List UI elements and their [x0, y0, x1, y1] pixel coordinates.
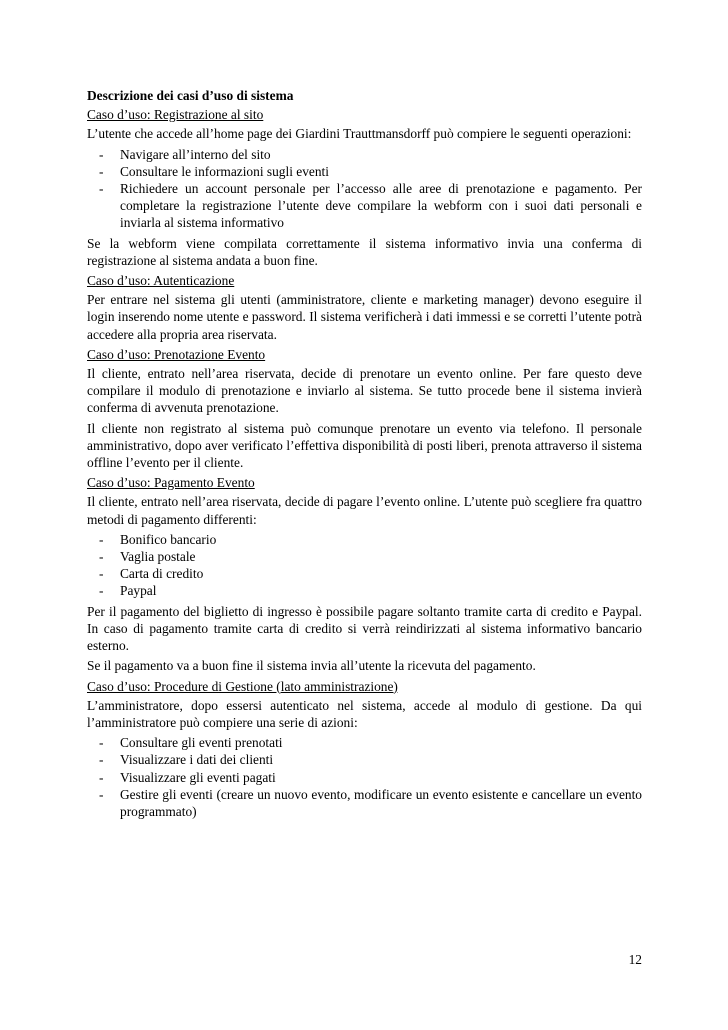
list-gestione [87, 734, 642, 820]
bullet-dash: - [99, 786, 104, 802]
heading-pagamento: Caso d’uso: Pagamento Evento [87, 475, 255, 491]
list-item [87, 146, 642, 163]
paragraph-pagamento-1: Per il pagamento del biglietto di ingresso è possibile pagare soltanto tramite carta di credito e Paypal. In caso di pagamento tramite carta di credito si verrà reindirizzati al sistema informativo bancario esterno. [87, 603, 642, 654]
list-item [87, 582, 642, 599]
page-title: Descrizione dei casi d’uso di sistema [87, 88, 294, 103]
list-item [87, 565, 642, 582]
list-item [87, 769, 642, 786]
list-item [87, 751, 642, 768]
bullet-dash: - [99, 769, 104, 785]
list-pagamento [87, 531, 642, 600]
paragraph-pagamento-2: Se il pagamento va a buon fine il sistema invia all’utente la ricevuta del pagamento. [87, 658, 536, 674]
page-body [87, 87, 642, 823]
paragraph-gestione-intro: L’amministratore, dopo essersi autenticato nel sistema, accede al modulo di gestione. Da qui l’amministratore può compiere una serie di azioni: [87, 697, 642, 730]
list-item-text: Richiedere un account personale per l’accesso alle aree di prenotazione e pagamento. Per completare la registrazione l’utente deve compilare la webform con i suoi dati personali e inviarla al sistema informativo [120, 181, 642, 231]
paragraph-prenotazione-2: Il cliente non registrato al sistema può comunque prenotare un evento via telefono. Il personale amministrativo, dopo aver verificato l’effettiva disponibilità di posti liberi, prenota attraverso il sistema offline l’evento per il cliente. [87, 420, 642, 471]
bullet-dash: - [99, 163, 104, 179]
list-item [87, 734, 642, 751]
list-item-text: Paypal [120, 583, 157, 599]
list-registrazione [87, 146, 642, 232]
paragraph-pagamento-intro: Il cliente, entrato nell’area riservata, decide di pagare l’evento online. L’utente può scegliere fra quattro metodi di pagamento differenti: [87, 494, 642, 527]
heading-prenotazione: Caso d’uso: Prenotazione Evento [87, 346, 266, 362]
bullet-dash: - [99, 566, 104, 582]
list-item-text: Carta di credito [120, 566, 204, 582]
list-item-text: Visualizzare gli eventi pagati [120, 769, 276, 785]
paragraph-registrazione-outro: Se la webform viene compilata correttamente il sistema informativo invia una conferma di registrazione al sistema andata a buon fine. [87, 235, 642, 268]
bullet-dash: - [99, 752, 104, 768]
bullet-dash: - [99, 583, 104, 599]
bullet-dash: - [99, 146, 104, 162]
list-item [87, 531, 642, 548]
heading-gestione: Caso d’uso: Procedure di Gestione (lato amministrazione) [87, 678, 398, 694]
heading-autenticazione: Caso d’uso: Autenticazione [87, 273, 235, 289]
bullet-dash: - [99, 531, 104, 547]
list-item-text: Consultare gli eventi prenotati [120, 735, 283, 751]
paragraph-autenticazione: Per entrare nel sistema gli utenti (amministratore, cliente e marketing manager) devono eseguire il login inserendo nome utente e password. Il sistema verificherà i dati immessi e se corretti l’utente potrà accedere alla propria area riservata. [87, 292, 642, 342]
paragraph-registrazione-intro: L’utente che accede all’home page dei Giardini Trauttmansdorff può compiere le seguenti operazioni: [87, 126, 632, 142]
list-item [87, 180, 642, 232]
list-item-text: Navigare all’interno del sito [120, 146, 271, 162]
list-item-text: Consultare le informazioni sugli eventi [120, 163, 329, 179]
bullet-dash: - [99, 549, 104, 565]
list-item-text: Visualizzare i dati dei clienti [120, 752, 274, 768]
bullet-dash: - [99, 181, 104, 197]
list-item [87, 163, 642, 180]
list-item-text: Vaglia postale [120, 549, 196, 565]
heading-registrazione: Caso d’uso: Registrazione al sito [87, 107, 264, 123]
bullet-dash: - [99, 735, 104, 751]
list-item-text: Bonifico bancario [120, 531, 217, 547]
paragraph-prenotazione-1: Il cliente, entrato nell’area riservata, decide di prenotare un evento online. Per fare questo deve compilare il modulo di prenotazione e inviarlo al sistema. Se tutto procede bene il sistema invierà conferma di avvenuta prenotazione. [87, 366, 642, 416]
list-item [87, 548, 642, 565]
list-item-text: Gestire gli eventi (creare un nuovo evento, modificare un evento esistente e cancellare un evento programmato) [120, 786, 642, 819]
page-number: 12 [628, 952, 642, 967]
list-item [87, 786, 642, 820]
